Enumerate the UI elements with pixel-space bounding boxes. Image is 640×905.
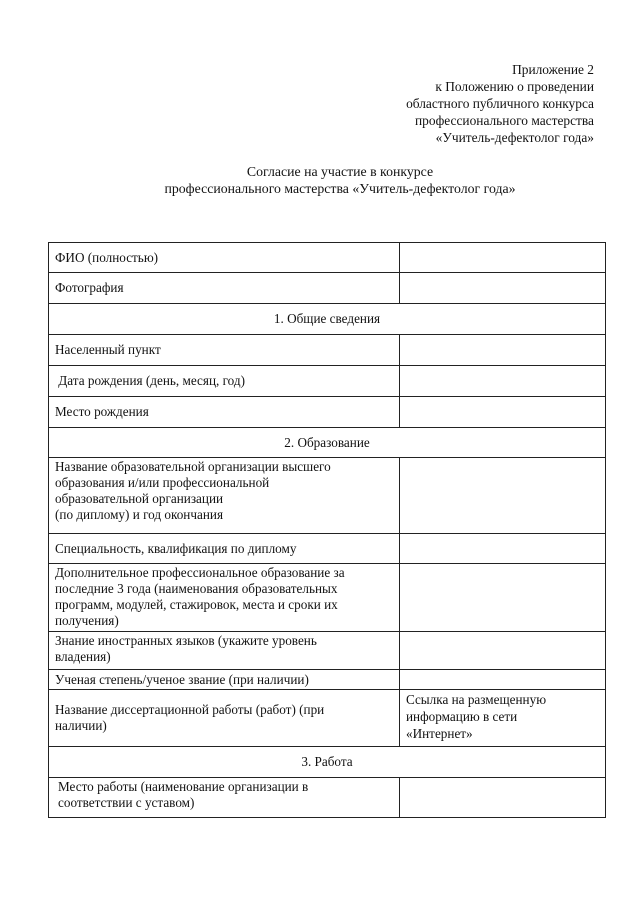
table-row <box>49 273 606 304</box>
institution-field[interactable] <box>400 458 606 534</box>
label-workplace: Место работы (наименование организации в соответствии с уставом) <box>49 778 400 818</box>
appendix-line: «Учитель-дефектолог года» <box>435 130 594 145</box>
degree-field[interactable] <box>400 670 606 690</box>
table-row <box>49 335 606 366</box>
locality-field[interactable] <box>400 335 606 366</box>
title-line-1: Согласие на участие в конкурсе <box>246 164 434 179</box>
table-row <box>49 428 606 458</box>
table-row <box>49 366 606 397</box>
languages-field[interactable] <box>400 632 606 670</box>
birthplace-field[interactable] <box>400 397 606 428</box>
appendix-note <box>406 61 594 146</box>
label-locality: Населенный пункт <box>49 335 400 366</box>
table-row <box>49 458 606 534</box>
workplace-field[interactable] <box>400 778 606 818</box>
dissertation-link-cell: Ссылка на размещенную информацию в сети «Интернет» <box>400 690 606 747</box>
table-row <box>49 304 606 335</box>
table-row <box>49 564 606 632</box>
table-row <box>49 747 606 778</box>
specialty-field[interactable] <box>400 534 606 564</box>
label-birthplace: Место рождения <box>49 397 400 428</box>
title-line-2: профессионального мастерства «Учитель-дефектолог года» <box>164 181 516 196</box>
table-row <box>49 778 606 818</box>
birthdate-field[interactable] <box>400 366 606 397</box>
label-dissertation: Название диссертационной работы (работ) (при наличии) <box>49 690 400 747</box>
section-header-work: 3. Работа <box>49 747 606 778</box>
appendix-line: областного публичного конкурса <box>406 96 594 111</box>
label-photo: Фотография <box>49 273 400 304</box>
label-birthdate: Дата рождения (день, месяц, год) <box>49 366 400 397</box>
appendix-line: профессионального мастерства <box>415 113 594 128</box>
table-row <box>49 397 606 428</box>
label-specialty: Специальность, квалификация по диплому <box>49 534 400 564</box>
label-full-name: ФИО (полностью) <box>49 243 400 273</box>
document-title <box>0 163 640 197</box>
photo-field[interactable] <box>400 273 606 304</box>
consent-form-table <box>48 242 606 818</box>
table-row <box>49 690 606 747</box>
section-header-general: 1. Общие сведения <box>49 304 606 335</box>
table-row <box>49 534 606 564</box>
label-languages: Знание иностранных языков (укажите уровень владения) <box>49 632 400 670</box>
table-row <box>49 670 606 690</box>
appendix-line: Приложение 2 <box>512 62 594 77</box>
table-row <box>49 243 606 273</box>
label-institution: Название образовательной организации высшего образования и/или профессиональной образовательной организации (по диплому) и год окончания <box>49 458 400 534</box>
full-name-field[interactable] <box>400 243 606 273</box>
label-additional-education: Дополнительное профессиональное образование за последние 3 года (наименования образовательных программ, модулей, стажировок, места и сроки их получения) <box>49 564 400 632</box>
additional-education-field[interactable] <box>400 564 606 632</box>
table-row <box>49 632 606 670</box>
label-degree: Ученая степень/ученое звание (при наличии) <box>49 670 400 690</box>
section-header-education: 2. Образование <box>49 428 606 458</box>
appendix-line: к Положению о проведении <box>435 79 594 94</box>
